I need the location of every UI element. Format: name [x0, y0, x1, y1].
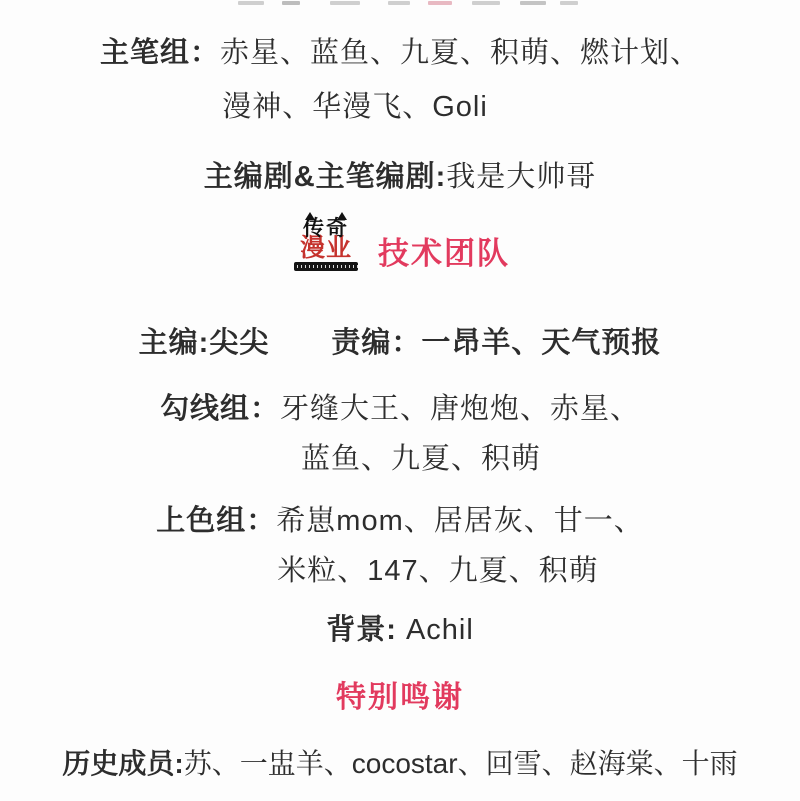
line-group-names-1: 牙缝大王、唐炮炮、赤星、: [280, 393, 641, 425]
history-members-line: [0, 742, 800, 782]
screenwriter-value: 我是大帅哥: [446, 161, 597, 193]
color-group-line2: [38, 548, 800, 589]
logo-bottom-text: 漫业: [299, 234, 352, 262]
color-group-line1: [0, 498, 800, 539]
chief-editor-value: 尖尖: [209, 327, 270, 359]
resp-editor-label: 责编：: [331, 327, 422, 359]
history-members-label: 历史成员:: [62, 748, 184, 779]
pen-group-names-2: 漫神、华漫飞、Goli: [222, 91, 488, 123]
pen-group-names-1: 赤星、蓝鱼、九夏、积萌、燃计划、: [220, 37, 701, 69]
background-artist-line: [0, 607, 800, 648]
special-thanks-title: 特别鸣谢: [336, 681, 464, 714]
line-group-label: 勾线组：: [159, 393, 280, 425]
line-group-line1: [0, 386, 800, 427]
tech-team-title: 技术团队: [378, 235, 510, 271]
pen-group-line1: [0, 30, 800, 71]
color-group-label: 上色组：: [156, 505, 277, 537]
background-artist-label: 背景:: [326, 614, 397, 646]
history-members-value: 苏、一盅羊、cocostar、回雪、赵海棠、十雨: [183, 748, 738, 779]
chief-editor-label: 主编:: [138, 327, 210, 359]
line-group-names-2: 蓝鱼、九夏、积萌: [300, 443, 541, 475]
cropped-text-fragments: [0, 0, 800, 8]
resp-editor-value: 一昂羊、天气预报: [421, 327, 662, 359]
screenwriter-label: 主编剧&主笔编剧:: [203, 161, 447, 193]
line-group-line2: [21, 436, 800, 477]
screenwriter-line: [0, 154, 800, 195]
color-group-names-2: 米粒、147、九夏、积萌: [277, 555, 599, 587]
color-group-names-1: 希崽mom、居居灰、甘一、: [276, 505, 644, 537]
logo-top-text: 传奇: [303, 217, 349, 240]
pen-group-label: 主笔组：: [99, 37, 220, 69]
logo-banner: [294, 262, 358, 271]
legend-comics-logo-icon: [290, 218, 362, 282]
pen-group-line2: [0, 84, 755, 125]
background-artist-value: Achil: [405, 614, 474, 646]
editors-line: [0, 320, 800, 361]
tech-team-header: [0, 218, 800, 282]
